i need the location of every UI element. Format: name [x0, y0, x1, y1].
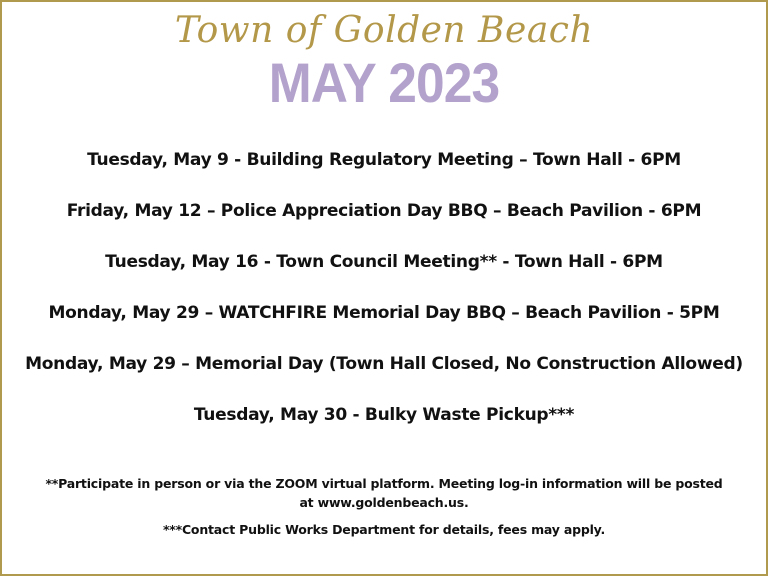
town-title: Town of Golden Beach [174, 10, 594, 51]
event-item: Friday, May 12 – Police Appreciation Day BBQ – Beach Pavilion - 6PM [66, 201, 702, 221]
event-item: Tuesday, May 16 - Town Council Meeting** - Town Hall - 6PM [105, 252, 663, 272]
footnotes [22, 474, 746, 539]
event-list [2, 140, 766, 446]
public-works-footnote: ***Contact Public Works Department for details, fees may apply. [162, 522, 606, 537]
event-item: Monday, May 29 – WATCHFIRE Memorial Day BBQ – Beach Pavilion - 5PM [48, 303, 720, 323]
event-item: Tuesday, May 9 - Building Regulatory Meeting – Town Hall - 6PM [87, 150, 681, 170]
month-title: MAY 2023 [268, 51, 500, 114]
event-item: Monday, May 29 – Memorial Day (Town Hall Closed, No Construction Allowed) [25, 354, 743, 374]
event-item: Tuesday, May 30 - Bulky Waste Pickup*** [193, 405, 575, 425]
zoom-footnote: **Participate in person or via the ZOOM virtual platform. Meeting log-in information will be posted at www.goldenbeach.us. [45, 476, 723, 510]
